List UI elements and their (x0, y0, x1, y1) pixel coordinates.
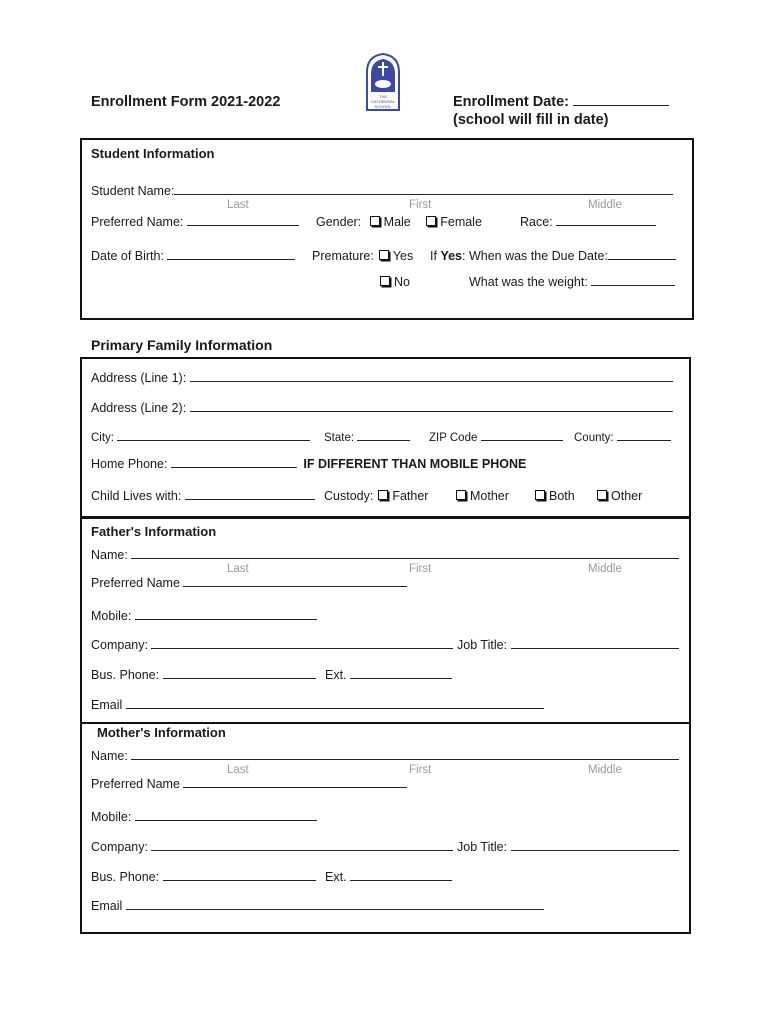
due-date-label: : When was the Due Date: (462, 249, 608, 263)
student-name-row (91, 184, 673, 198)
student-name-field[interactable] (174, 184, 673, 195)
city-field[interactable] (117, 430, 310, 441)
mother-hint-last: Last (227, 764, 249, 776)
premature-no-checkbox[interactable] (380, 276, 390, 286)
address2-row (91, 401, 673, 415)
father-name-row (91, 548, 679, 562)
yes-word: Yes (440, 249, 462, 263)
zip-field[interactable] (481, 430, 563, 441)
mother-preferred-row (91, 777, 407, 791)
custody-other-checkbox[interactable] (597, 490, 607, 500)
mother-job-field[interactable] (511, 840, 679, 851)
address2-field[interactable] (190, 401, 673, 412)
custody-other-label: Other (611, 489, 643, 503)
father-mobile-field[interactable] (135, 609, 317, 620)
home-phone-row (91, 457, 526, 471)
student-section-title: Student Information (91, 146, 215, 161)
gender-row (316, 215, 482, 229)
father-mobile-label: Mobile: (91, 609, 132, 623)
mother-company-row (91, 840, 453, 854)
mother-name-field[interactable] (131, 749, 679, 760)
race-label: Race: (520, 215, 553, 229)
custody-other-option (592, 489, 642, 503)
mother-email-label: Email (91, 899, 123, 913)
custody-both-checkbox[interactable] (535, 490, 545, 500)
father-name-label: Name: (91, 548, 128, 562)
state-label: State: (324, 432, 355, 444)
student-hint-first: First (409, 199, 432, 211)
mother-email-row (91, 899, 544, 913)
premature-row (312, 249, 413, 263)
family-section-title: Primary Family Information (91, 337, 273, 353)
father-job-label: Job Title: (457, 638, 508, 652)
enrollment-date-field[interactable] (573, 95, 669, 106)
dob-row (91, 249, 295, 263)
county-field[interactable] (617, 430, 671, 441)
premature-yes-label: Yes (392, 249, 414, 263)
gender-female-label: Female (440, 215, 482, 229)
father-busphone-row (91, 668, 316, 682)
mother-email-field[interactable] (126, 899, 544, 910)
dob-label: Date of Birth: (91, 249, 164, 263)
premature-label: Premature: (312, 249, 374, 263)
custody-label: Custody: (324, 489, 374, 503)
student-name-label: Student Name: (91, 184, 175, 198)
svg-text:SCHOOL: SCHOOL (374, 104, 392, 109)
weight-row (469, 275, 675, 289)
if-label: If (430, 249, 437, 263)
preferred-name-label: Preferred Name: (91, 215, 184, 229)
gender-female-checkbox[interactable] (426, 216, 436, 226)
mother-ext-row (325, 870, 452, 884)
home-phone-label: Home Phone: (91, 457, 168, 471)
mother-company-label: Company: (91, 840, 148, 854)
father-ext-label: Ext. (325, 668, 347, 682)
mother-mobile-field[interactable] (135, 810, 317, 821)
mother-name-label: Name: (91, 749, 128, 763)
state-field[interactable] (357, 430, 410, 441)
custody-row (324, 489, 428, 503)
mother-ext-field[interactable] (350, 870, 452, 881)
mother-mobile-label: Mobile: (91, 810, 132, 824)
county-label: County: (574, 432, 614, 444)
zip-row (429, 430, 563, 444)
custody-father-checkbox[interactable] (378, 490, 388, 500)
premature-no-label: No (394, 275, 410, 289)
premature-yes-checkbox[interactable] (379, 250, 389, 260)
address1-field[interactable] (190, 371, 673, 382)
student-hint-last: Last (227, 199, 249, 211)
gender-label: Gender: (316, 215, 362, 229)
mother-preferred-label: Preferred Name (91, 777, 180, 791)
custody-mother-checkbox[interactable] (456, 490, 466, 500)
father-email-row (91, 698, 544, 712)
custody-mother-label: Mother (470, 489, 509, 503)
father-hint-middle: Middle (588, 563, 622, 575)
custody-father-label: Father (392, 489, 429, 503)
mother-mobile-row (91, 810, 317, 824)
address1-label: Address (Line 1): (91, 371, 187, 385)
father-name-field[interactable] (131, 548, 679, 559)
address1-row (91, 371, 673, 385)
dob-field[interactable] (167, 249, 295, 260)
father-preferred-row (91, 576, 407, 590)
father-mobile-row (91, 609, 317, 623)
svg-text:THE: THE (379, 94, 387, 99)
form-title: Enrollment Form 2021-2022 (91, 94, 281, 110)
custody-both-label: Both (549, 489, 575, 503)
svg-text:CATHEDRAL: CATHEDRAL (371, 99, 395, 104)
mother-hint-middle: Middle (588, 764, 622, 776)
due-date-field[interactable] (608, 249, 676, 260)
mother-ext-label: Ext. (325, 870, 347, 884)
mother-section-title: Mother's Information (97, 725, 226, 740)
weight-label: What was the weight: (469, 275, 588, 289)
child-lives-field[interactable] (185, 489, 315, 500)
premature-no-row (375, 275, 410, 289)
father-preferred-label: Preferred Name (91, 576, 180, 590)
city-row (91, 430, 310, 444)
preferred-name-field[interactable] (187, 215, 299, 226)
student-hint-middle: Middle (588, 199, 622, 211)
race-field[interactable] (556, 215, 656, 226)
father-ext-field[interactable] (350, 668, 452, 679)
custody-both-option (530, 489, 575, 503)
father-job-row (457, 638, 679, 652)
gender-male-label: Male (383, 215, 411, 229)
father-email-field[interactable] (126, 698, 544, 709)
mother-busphone-row (91, 870, 316, 884)
father-job-field[interactable] (511, 638, 679, 649)
father-email-label: Email (91, 698, 123, 712)
weight-field[interactable] (591, 275, 675, 286)
gender-male-checkbox[interactable] (370, 216, 380, 226)
child-lives-row (91, 489, 315, 503)
father-company-label: Company: (91, 638, 148, 652)
father-company-field[interactable] (151, 638, 453, 649)
county-row (574, 430, 671, 444)
mother-preferred-field[interactable] (183, 777, 407, 788)
mother-job-row (457, 840, 679, 854)
due-date-row (430, 249, 676, 263)
child-lives-label: Child Lives with: (91, 489, 182, 503)
address2-label: Address (Line 2): (91, 401, 187, 415)
enrollment-date (453, 94, 669, 110)
city-label: City: (91, 432, 114, 444)
father-preferred-field[interactable] (183, 576, 407, 587)
zip-label: ZIP Code (429, 432, 478, 444)
mother-company-field[interactable] (151, 840, 453, 851)
school-logo (363, 52, 403, 112)
race-row (520, 215, 656, 229)
father-busphone-label: Bus. Phone: (91, 668, 160, 682)
preferred-name-row (91, 215, 299, 229)
student-info-box (80, 138, 694, 320)
mother-name-row (91, 749, 679, 763)
mother-hint-first: First (409, 764, 432, 776)
father-section-title: Father's Information (91, 524, 217, 539)
father-ext-row (325, 668, 452, 682)
home-phone-note: IF DIFFERENT THAN MOBILE PHONE (303, 457, 527, 471)
father-company-row (91, 638, 453, 652)
custody-mother-option (451, 489, 509, 503)
mother-busphone-field[interactable] (163, 870, 316, 881)
mother-busphone-label: Bus. Phone: (91, 870, 160, 884)
home-phone-field[interactable] (171, 457, 297, 468)
father-hint-first: First (409, 563, 432, 575)
state-row (324, 430, 410, 444)
enrollment-date-label: Enrollment Date: (453, 94, 570, 110)
enrollment-date-note: (school will fill in date) (453, 112, 609, 128)
mother-job-label: Job Title: (457, 840, 508, 854)
father-hint-last: Last (227, 563, 249, 575)
father-busphone-field[interactable] (163, 668, 316, 679)
